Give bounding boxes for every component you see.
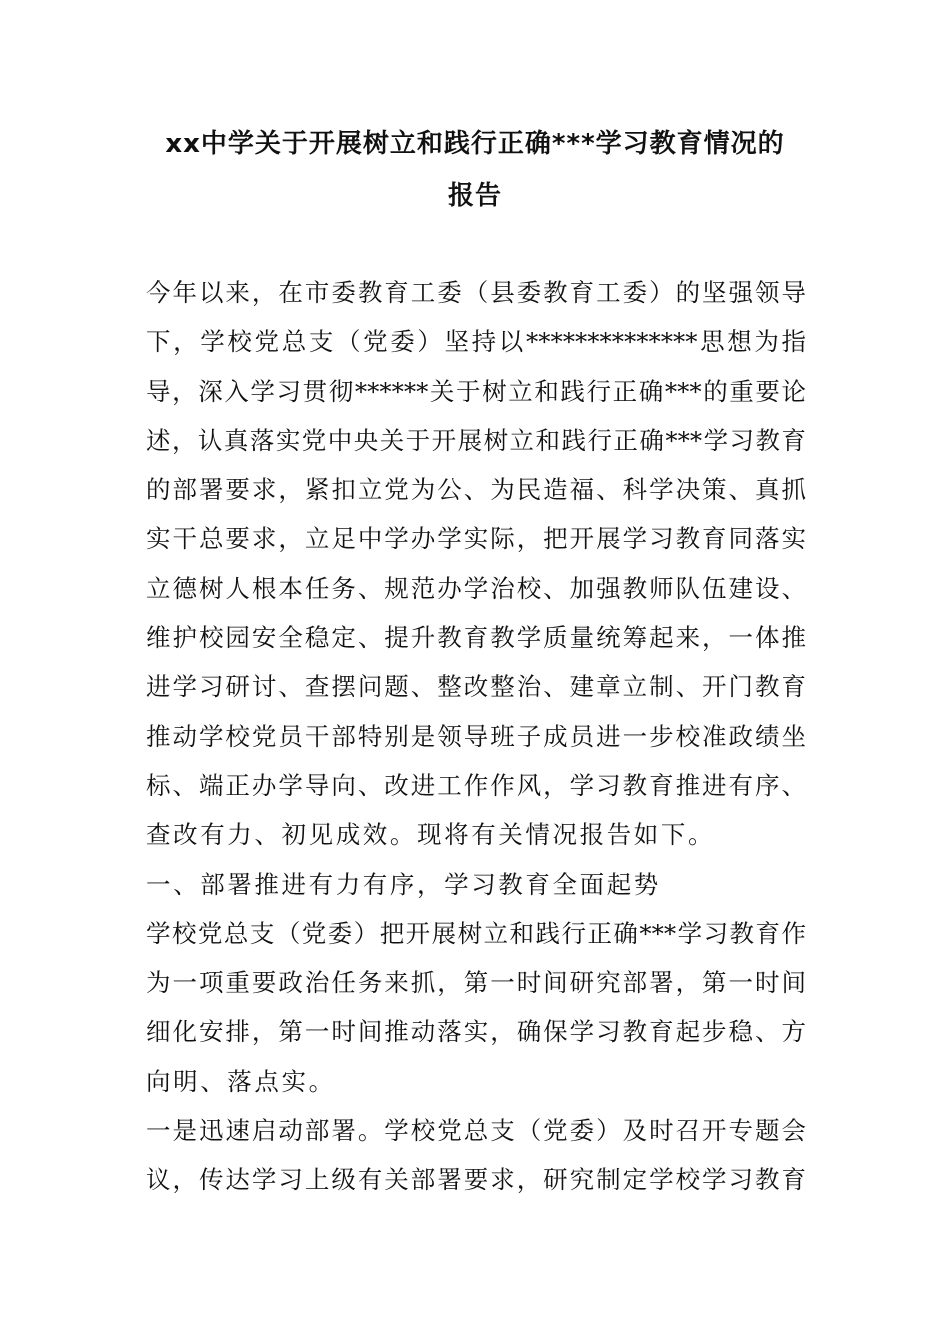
body-line: 维护校园安全稳定、提升教育教学质量统筹起来，一体推 bbox=[146, 623, 806, 653]
body-line: 导，深入学习贯彻******关于树立和践行正确***的重要论 bbox=[146, 376, 806, 406]
document-title bbox=[140, 118, 810, 222]
document-body bbox=[146, 268, 806, 1205]
body-line: 学校党总支（党委）把开展树立和践行正确***学习教育作 bbox=[146, 918, 806, 948]
body-line: 进学习研讨、查摆问题、整改整治、建章立制、开门教育 bbox=[146, 672, 806, 702]
body-line: 今年以来，在市委教育工委（县委教育工委）的坚强领导 bbox=[146, 278, 806, 307]
title-line-2: 报告 bbox=[447, 181, 502, 211]
body-line: 议，传达学习上级有关部署要求，研究制定学校学习教育 bbox=[146, 1165, 806, 1195]
body-line: 下，学校党总支（党委）坚持以**************思想为指 bbox=[146, 327, 806, 357]
body-line: 为一项重要政治任务来抓，第一时间研究部署，第一时间 bbox=[146, 968, 806, 998]
body-line: 立德树人根本任务、规范办学治校、加强教师队伍建设、 bbox=[146, 573, 806, 603]
body-line: 推动学校党员干部特别是领导班子成员进一步校准政绩坐 bbox=[146, 721, 806, 751]
title-line-1: xx中学关于开展树立和践行正确***学习教育情况的 bbox=[165, 129, 785, 159]
body-line: 一是迅速启动部署。学校党总支（党委）及时召开专题会 bbox=[146, 1116, 806, 1146]
body-line: 查改有力、初见成效。现将有关情况报告如下。 bbox=[146, 820, 716, 850]
body-line: 实干总要求，立足中学办学实际，把开展学习教育同落实 bbox=[146, 524, 806, 554]
body-line: 标、端正办学导向、改进工作作风，学习教育推进有序、 bbox=[146, 770, 806, 800]
body-line: 向明、落点实。 bbox=[146, 1066, 336, 1096]
section-heading: 一、部署推进有力有序，学习教育全面起势 bbox=[146, 869, 661, 899]
body-line: 述，认真落实党中央关于开展树立和践行正确***学习教育 bbox=[146, 425, 806, 455]
body-line: 的部署要求，紧扣立党为公、为民造福、科学决策、真抓 bbox=[146, 475, 806, 505]
body-line: 细化安排，第一时间推动落实，确保学习教育起步稳、方 bbox=[146, 1017, 806, 1047]
